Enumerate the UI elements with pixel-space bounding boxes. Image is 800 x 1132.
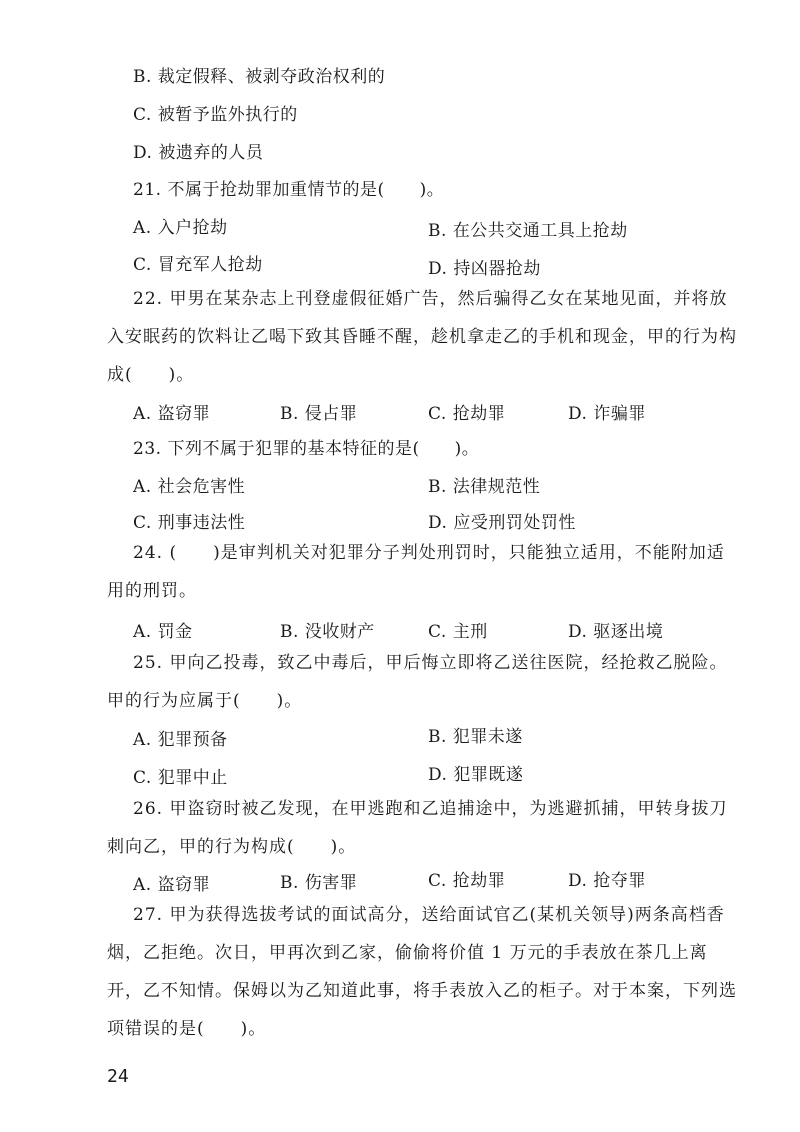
question-27-stem: 27. 甲为获得选拔考试的面试高分，送给面试官乙(某机关领导)两条高档香烟，乙拒绝。次日，甲再次到乙家，偷偷将价值 1 万元的手表放在茶几上离开，乙不知情。保姆以为乙知道此事，将手表放入乙的柜子。对于本案，下列选项错误的是( )。: [107, 905, 737, 1039]
question-22-option-d: D. 诈骗罪: [568, 404, 646, 424]
question-21-option-a: A. 入户抢劫: [133, 218, 228, 238]
question-23-option-a: A. 社会危害性: [133, 477, 246, 497]
question-24-option-a: A. 罚金: [133, 622, 193, 642]
question-26-option-c: C. 抢劫罪: [428, 871, 506, 891]
question-21-option-b: B. 在公共交通工具上抢劫: [428, 221, 628, 241]
question-24-option-c: C. 主刑: [428, 622, 488, 642]
question-24-option-d: D. 驱逐出境: [568, 622, 664, 642]
question-22-option-c: C. 抢劫罪: [428, 404, 506, 424]
page-number: 24: [107, 1066, 129, 1087]
question-25-stem: 25. 甲向乙投毒，致乙中毒后，甲后悔立即将乙送往医院，经抢救乙脱险。甲的行为应属于( )。: [107, 653, 728, 711]
question-22-option-b: B. 侵占罪: [280, 404, 358, 424]
question-21-option-c: C. 冒充军人抢劫: [133, 255, 263, 275]
question-24-stem: 24. ( )是审判机关对犯罪分子判处刑罚时，只能独立适用，不能附加适用的刑罚。: [107, 543, 725, 601]
question-24-option-b: B. 没收财产: [280, 622, 375, 642]
question-25-option-d: D. 犯罪既遂: [428, 765, 524, 785]
question-25-option-c: C. 犯罪中止: [133, 768, 228, 788]
option-c-prev: C. 被暂予监外执行的: [133, 105, 298, 125]
question-26-option-b: B. 伤害罪: [280, 873, 358, 893]
question-25-option-b: B. 犯罪未遂: [428, 727, 523, 747]
question-26-option-a: A. 盗窃罪: [133, 875, 211, 895]
question-21-option-d: D. 持凶器抢劫: [428, 259, 541, 279]
question-23-stem: 23. 下列不属于犯罪的基本特征的是( )。: [133, 439, 480, 459]
question-23-option-d: D. 应受刑罚处罚性: [428, 513, 576, 533]
question-26-stem: 26. 甲盗窃时被乙发现，在甲逃跑和乙追捕途中，为逃避抓捕，甲转身拔刀刺向乙，甲的行为构成( )。: [107, 799, 728, 857]
question-23-option-b: B. 法律规范性: [428, 477, 541, 497]
option-d-prev: D. 被遗弃的人员: [133, 143, 264, 163]
question-25-option-a: A. 犯罪预备: [133, 730, 228, 750]
question-22-stem: 22. 甲男在某杂志上刊登虚假征婚广告，然后骗得乙女在某地见面，并将放入安眠药的饮料让乙喝下致其昏睡不醒，趁机拿走乙的手机和现金，甲的行为构成( )。: [107, 289, 737, 385]
question-26-option-d: D. 抢夺罪: [568, 871, 646, 891]
option-b-prev: B. 裁定假释、被剥夺政治权利的: [133, 67, 386, 87]
question-23-option-c: C. 刑事违法性: [133, 513, 246, 533]
question-22-option-a: A. 盗窃罪: [133, 404, 211, 424]
question-21-stem: 21. 不属于抢劫罪加重情节的是( )。: [133, 180, 445, 200]
